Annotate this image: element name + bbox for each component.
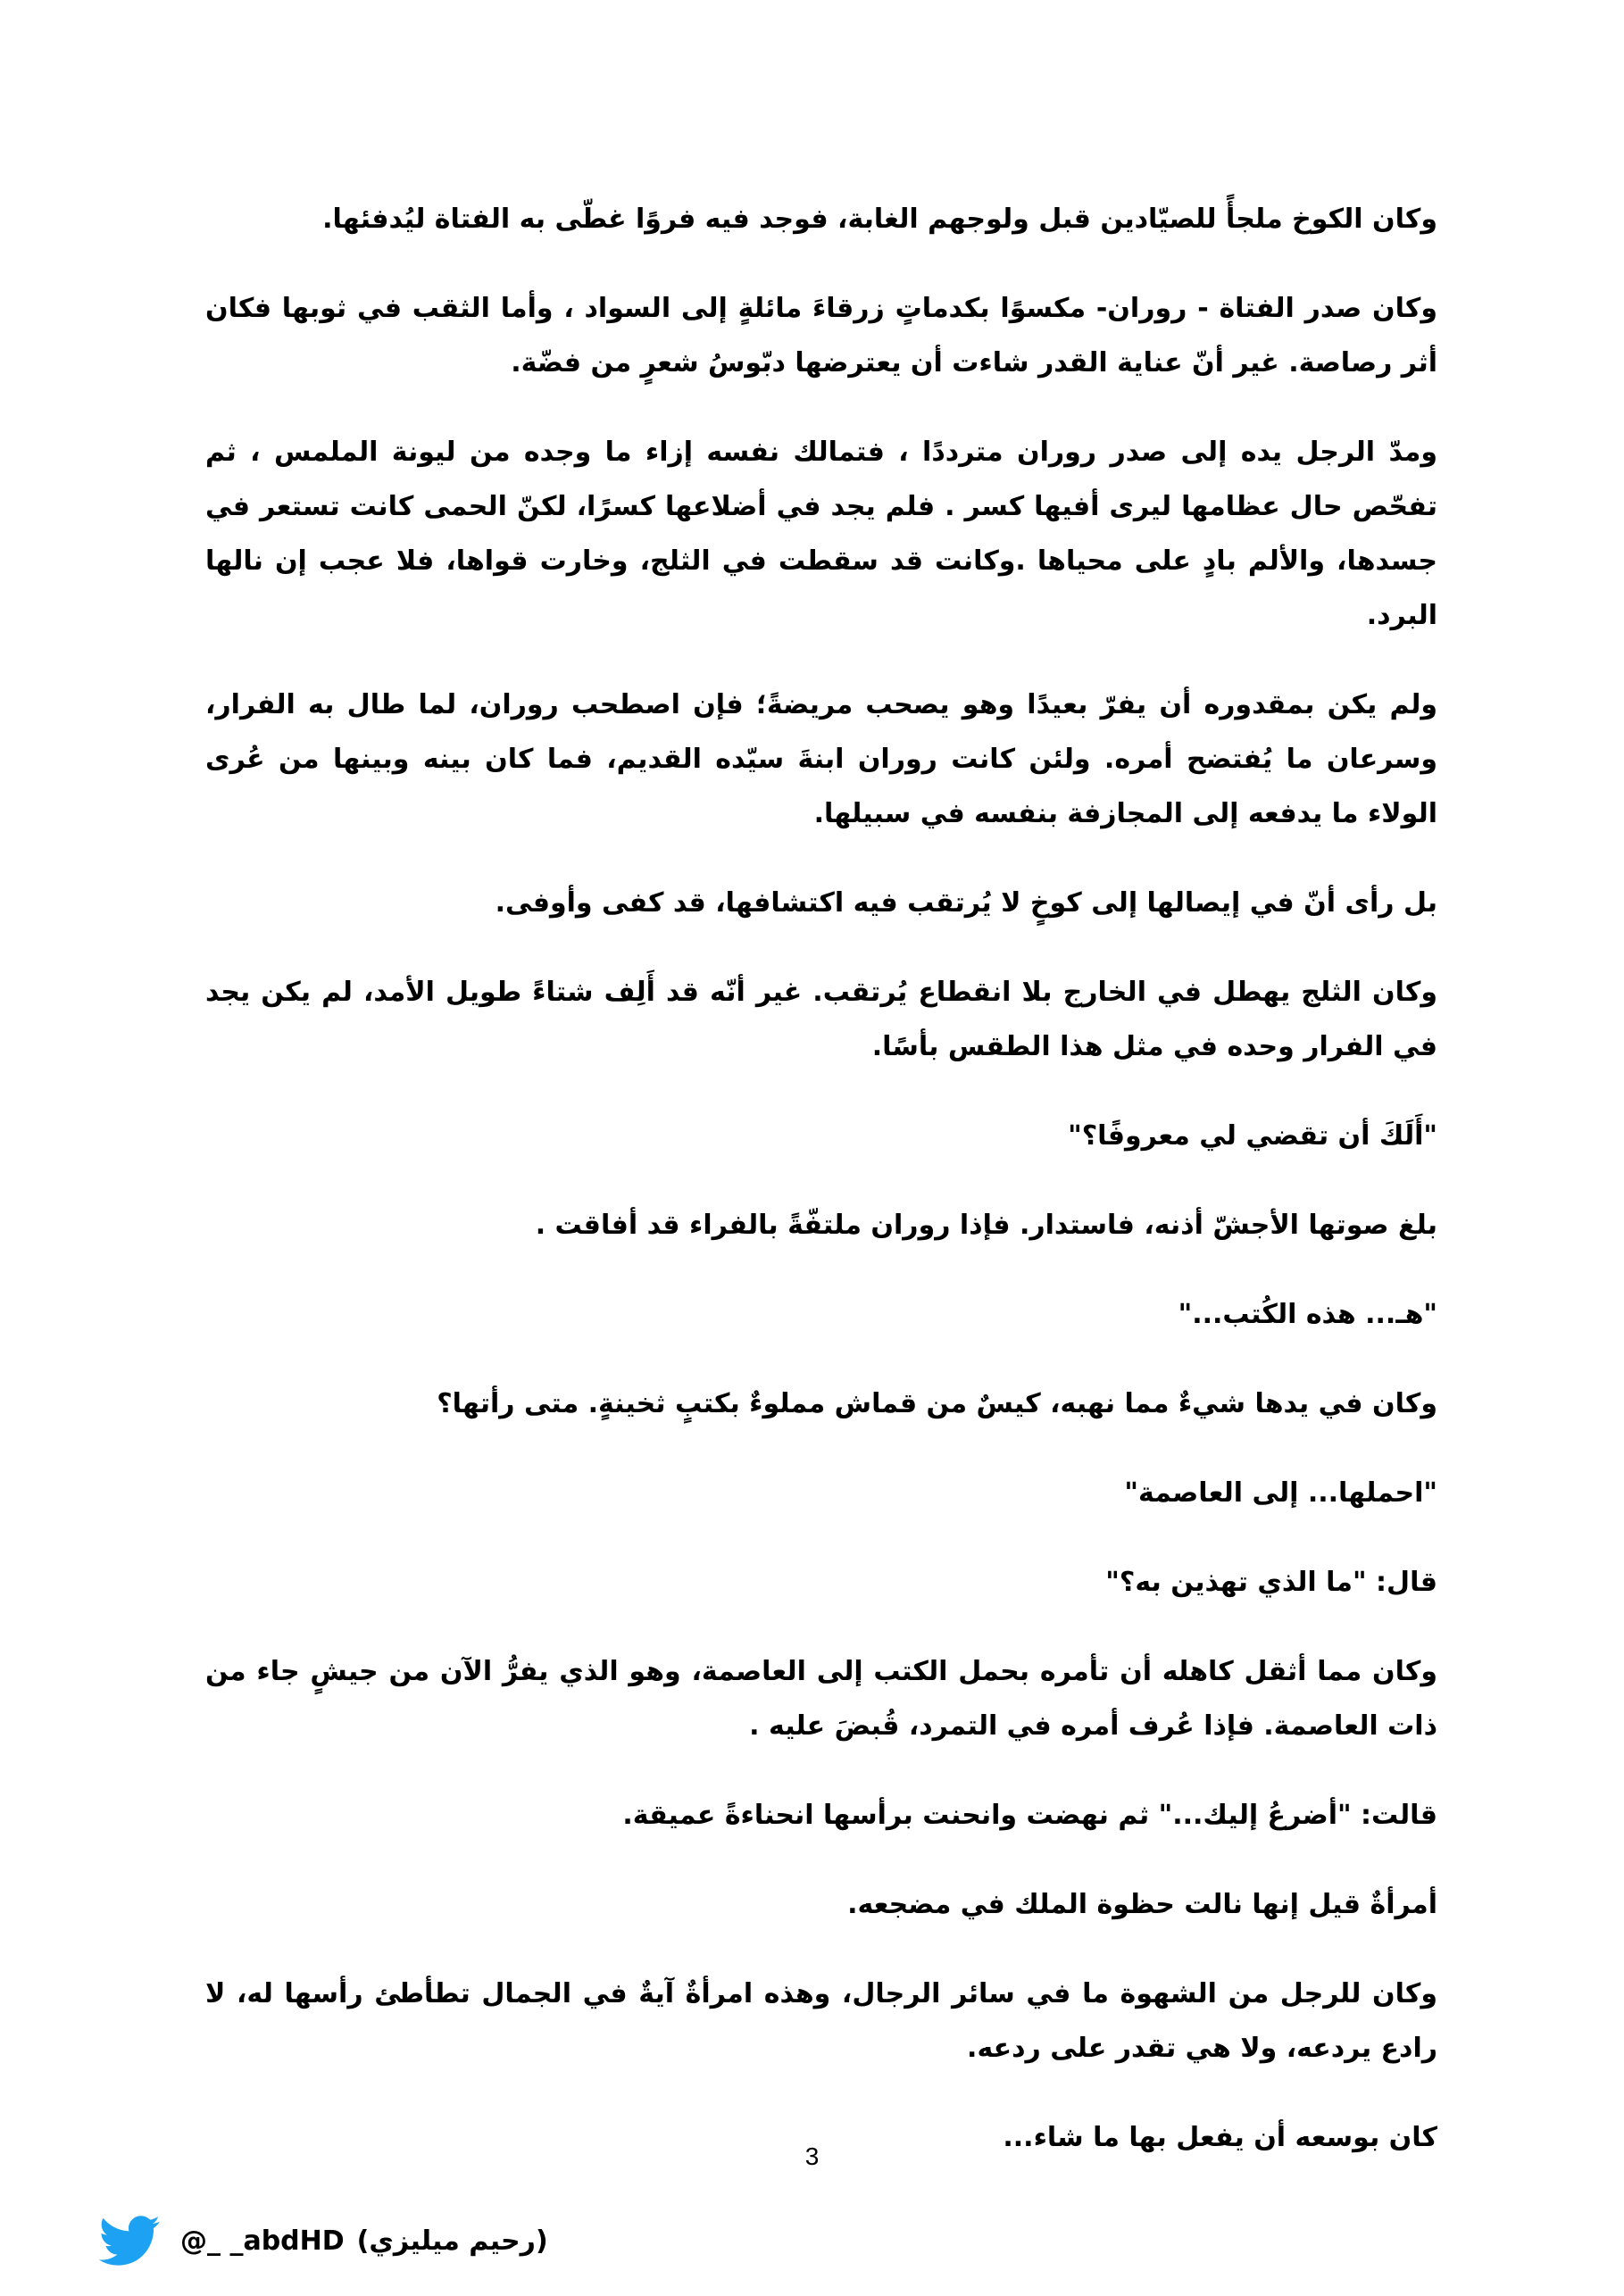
paragraph: قال: "ما الذي تهذين به؟" <box>1105 1567 1437 1598</box>
paragraph: وكان في يدها شيءٌ مما نهبه، كيسٌ من قماش مملوءٌ بكتبٍ ثخينةٍ. متى رأتها؟ <box>437 1388 1437 1419</box>
main-text <box>205 192 1437 2200</box>
paragraph: بل رأى أنّ في إيصالها إلى كوخٍ لا يُرتقب فيه اكتشافها، قد كفى وأوفى. <box>495 887 1437 919</box>
paragraph: ومدّ الرجل يده إلى صدر روران مترددًا ، فتمالك نفسه إزاء ما وجده من ليونة الملمس ، ثم تفحّص حال عظامها ليرى أفيها كسر . فلم يجد في أضلاعها كسرًا، لكنّ الحمى كانت تستعر في جسدها، والألم بادٍ على محياها .وكانت قد سقطت في الثلج، وخارت قواها، فلا عجب إن نالها البرد. <box>205 437 1437 631</box>
twitter-bird-icon <box>89 2209 168 2273</box>
twitter-handle: @_ _abdHD <box>180 2225 345 2257</box>
paragraph: وكان للرجل من الشهوة ما في سائر الرجال، وهذه امرأةٌ آيةٌ في الجمال تطأطئ رأسها له، لا رادع يردعه، ولا هي تقدر على ردعه. <box>205 1978 1437 2064</box>
paragraph: وكان الثلج يهطل في الخارج بلا انقطاع يُرتقب. غير أنّه قد أَلِف شتاءً طويل الأمد، لم يكن يجد في الفرار وحده في مثل هذا الطقس بأسًا. <box>205 977 1437 1062</box>
paragraph: كان بوسعه أن يفعل بها ما شاء... <box>1003 2122 1437 2153</box>
author-name: (رحيم ميليزي) <box>356 2225 548 2257</box>
paragraph: "أَلَكَ أن تقضي لي معروفًا؟" <box>1068 1120 1437 1152</box>
paragraph: أمرأةٌ قيل إنها نالت حظوة الملك في مضجعه. <box>847 1889 1437 1920</box>
paragraph: "هـ... هذه الكُتب..." <box>1178 1299 1437 1330</box>
page-number: 3 <box>804 2142 820 2170</box>
paragraph: وكان مما أثقل كاهله أن تأمره بحمل الكتب إلى العاصمة، وهو الذي يفرُّ الآن من جيشٍ جاء من ذات العاصمة. فإذا عُرف أمره في التمرد، قُبضَ عليه . <box>205 1656 1437 1742</box>
footer <box>89 2205 548 2276</box>
paragraph: قالت: "أضرعُ إليك..." ثم نهضت وانحنت برأسها انحناءةً عميقة. <box>622 1800 1437 1831</box>
paragraph: بلغ صوتها الأجشّ أذنه، فاستدار. فإذا روران ملتفّةً بالفراء قد أفاقت . <box>535 1210 1437 1241</box>
paragraph: "احملها... إلى العاصمة" <box>1124 1477 1437 1509</box>
paragraph: وكان الكوخ ملجأً للصيّادين قبل ولوجهم الغابة، فوجد فيه فروًا غطّى به الفتاة ليُدفئها. <box>322 204 1437 235</box>
paragraph: ولم يكن بمقدوره أن يفرّ بعيدًا وهو يصحب مريضةً؛ فإن اصطحب روران، لما طال به الفرار، وسرعان ما يُفتضح أمره. ولئن كانت روران ابنةَ سيّده القديم، فما كان بينه وبينها من عُرى الولاء ما يدفعه إلى المجازفة بنفسه في سبيلها. <box>205 689 1437 829</box>
paragraph: وكان صدر الفتاة - روران- مكسوًا بكدماتٍ زرقاءَ مائلةٍ إلى السواد ، وأما الثقب في ثوبها فكان أثر رصاصة. غير أنّ عناية القدر شاءت أن يعترضها دبّوسُ شعرٍ من فضّة. <box>205 293 1437 379</box>
